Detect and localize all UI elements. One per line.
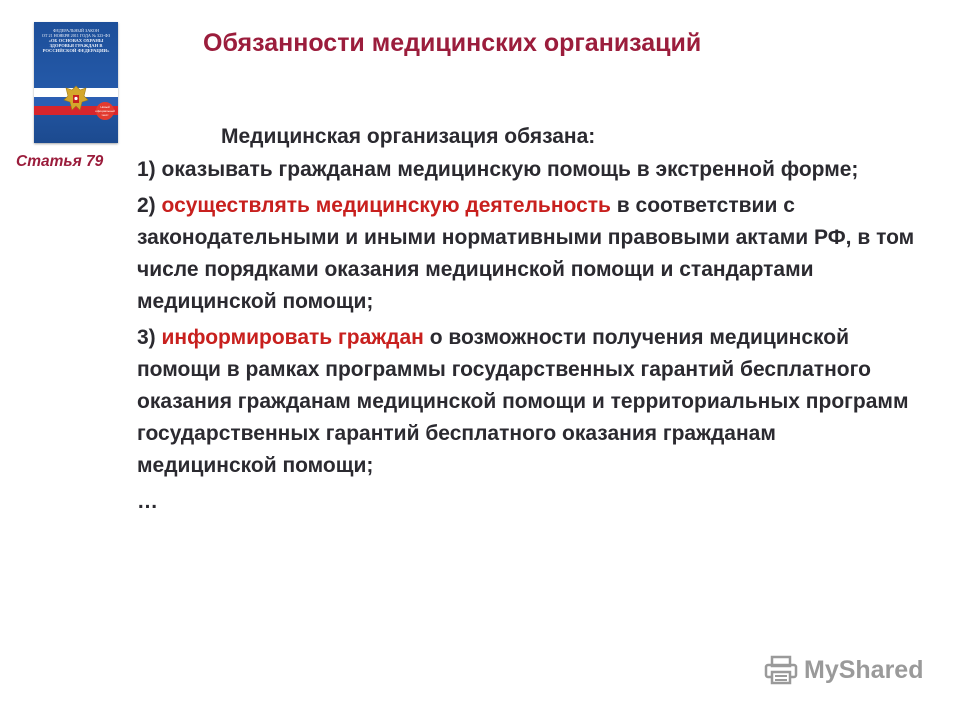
main-content xyxy=(137,121,917,522)
book-header-line1: ФЕДЕРАЛЬНЫЙ ЗАКОН xyxy=(53,28,99,33)
book-sticker: Новый официальный текст xyxy=(96,102,114,120)
item-2-number: 2) xyxy=(137,194,162,217)
list-item-3 xyxy=(137,322,917,482)
item-1-text: 1) оказывать гражданам медицинскую помощь в экстренной форме; xyxy=(137,158,859,181)
item-3-number: 3) xyxy=(137,326,162,349)
intro-text: Медицинская организация обязана: xyxy=(221,125,596,148)
item-3-highlight: информировать граждан xyxy=(161,326,424,349)
list-item-2 xyxy=(137,190,917,318)
printer-icon xyxy=(764,655,798,685)
book-header xyxy=(40,28,112,53)
book-cover-image xyxy=(34,22,118,143)
watermark-text: MyShared xyxy=(804,655,924,684)
ellipsis: … xyxy=(137,490,158,513)
watermark xyxy=(764,655,923,685)
book-header-line2: ОТ 21 НОЯБРЯ 2011 ГОДА № 323-ФЗ xyxy=(41,33,111,38)
item-2-highlight: осуществлять медицинскую деятельность xyxy=(161,194,611,217)
item-2-text: в соответствии с законодательными и иными нормативными правовыми актами РФ, в том числе порядками оказания медицинской помощи и стандартами медицинской помощи; xyxy=(137,194,915,313)
item-3-text: о возможности получения медицинской помощи в рамках программы государственных гарантий бесплатного оказания гражданам медицинской помощи и территориальных программ государственных гарантий бесплатного оказания гражданам медицинской помощи; xyxy=(137,326,909,477)
list-item-1 xyxy=(137,154,917,186)
book-header-line3: «ОБ ОСНОВАХ ОХРАНЫ ЗДОРОВЬЯ ГРАЖДАН В РОССИЙСКОЙ ФЕДЕРАЦИИ» xyxy=(42,38,110,53)
coat-of-arms-icon xyxy=(62,82,90,116)
article-caption: Статья 79 xyxy=(16,153,104,170)
page-title: Обязанности медицинских организаций xyxy=(203,29,702,57)
